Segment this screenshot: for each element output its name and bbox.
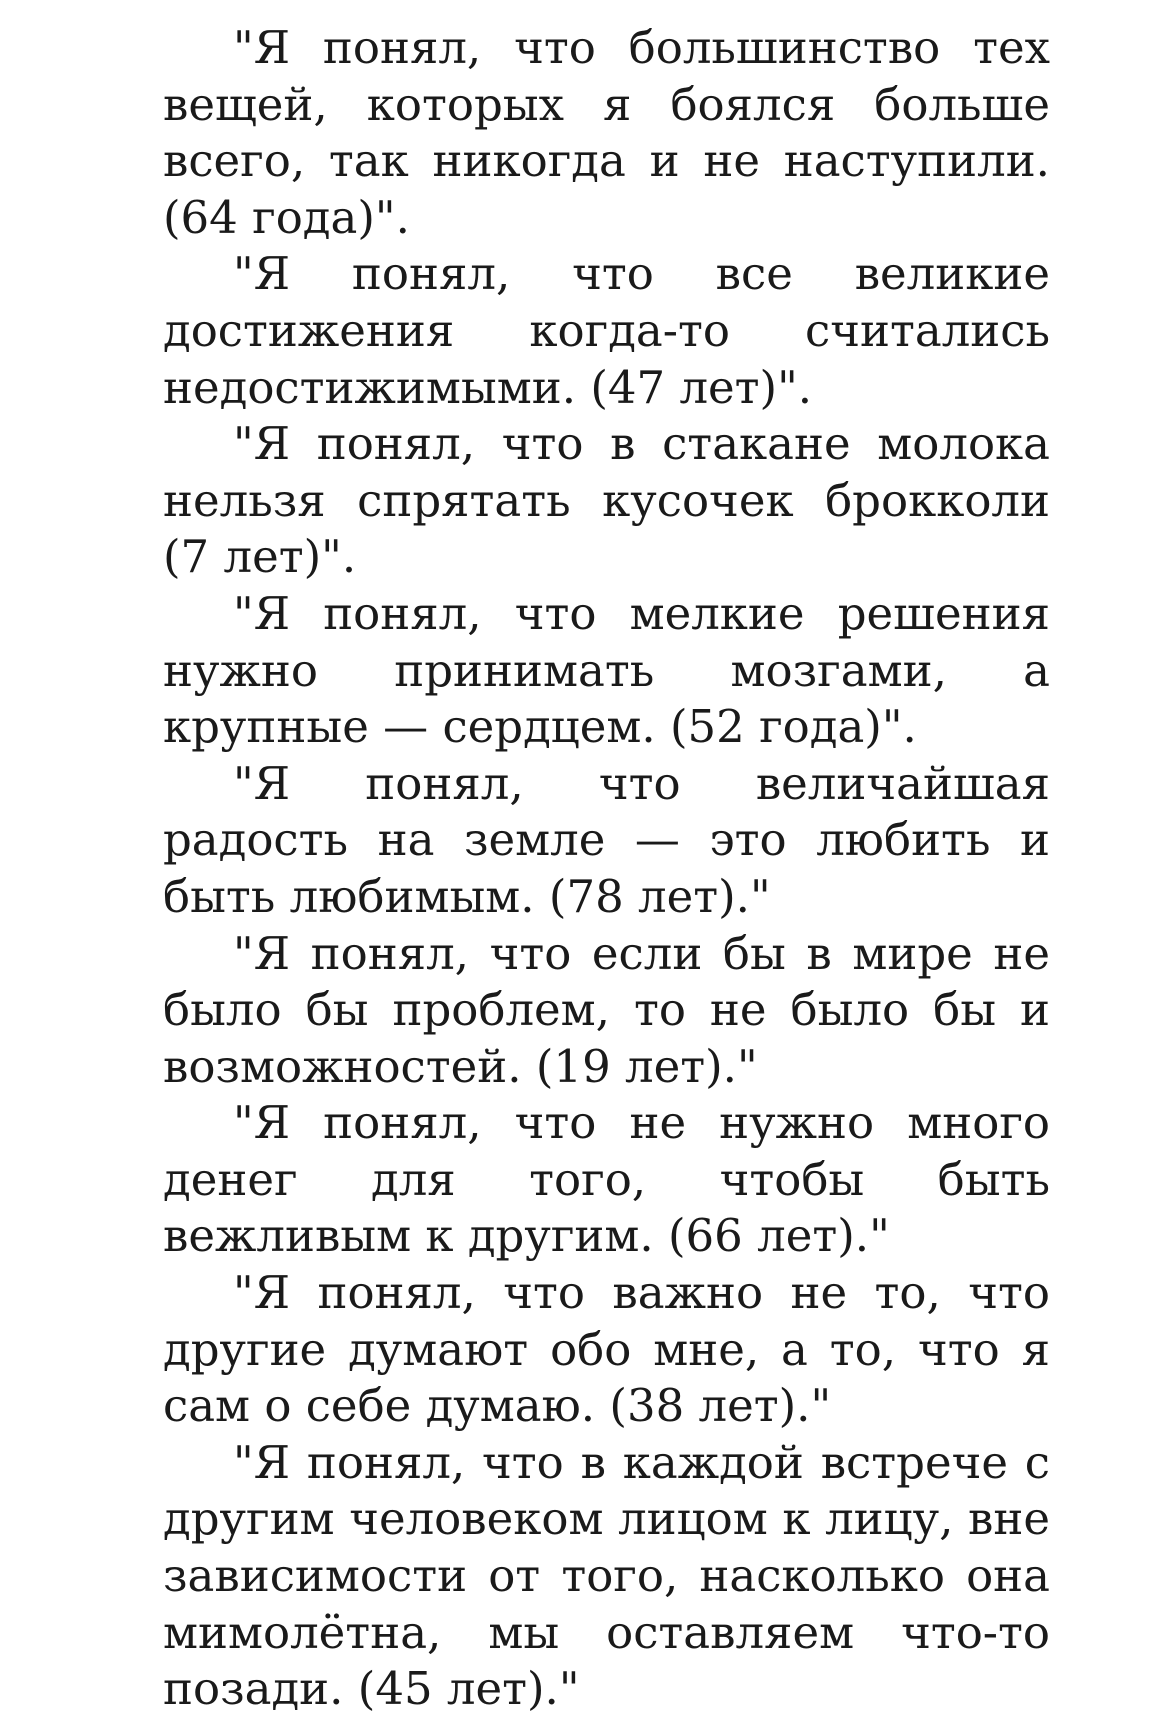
quote-paragraph-3: "Я понял, что в стакане молока нельзя спрятать кусочек брокколи (7 лет)".: [163, 417, 1050, 584]
quote-paragraph-8: "Я понял, что важно не то, что другие думают обо мне, а то, что я сам о себе думаю. (38 лет).": [163, 1266, 1050, 1433]
quote-paragraph-4: "Я понял, что мелкие решения нужно принимать мозгами, а крупные — сердцем. (52 года)".: [163, 586, 1050, 754]
quote-paragraph-9: "Я понял, что в каждой встрече с другим человеком лицом к лицу, вне зависимости от того, насколько она мимолётна, мы оставляем что-то позади. (45 лет).": [163, 1435, 1050, 1716]
quote-paragraph-6: "Я понял, что если бы в мире не было бы проблем, то не было бы и возможностей. (19 лет).": [163, 926, 1050, 1093]
quote-paragraph-5: "Я понял, что величайшая радость на земле — это любить и быть любимым. (78 лет).": [163, 756, 1050, 923]
document-page: [163, 20, 1050, 1718]
quote-paragraph-2: "Я понял, что все великие достижения когда-то считались недостижимыми. (47 лет)".: [163, 247, 1050, 414]
quote-paragraph-1: "Я понял, что большинство тех вещей, которых я боялся больше всего, так никогда и не наступили. (64 года)".: [163, 21, 1050, 244]
quote-paragraph-7: "Я понял, что не нужно много денег для того, чтобы быть вежливым к другим. (66 лет).": [163, 1096, 1050, 1263]
